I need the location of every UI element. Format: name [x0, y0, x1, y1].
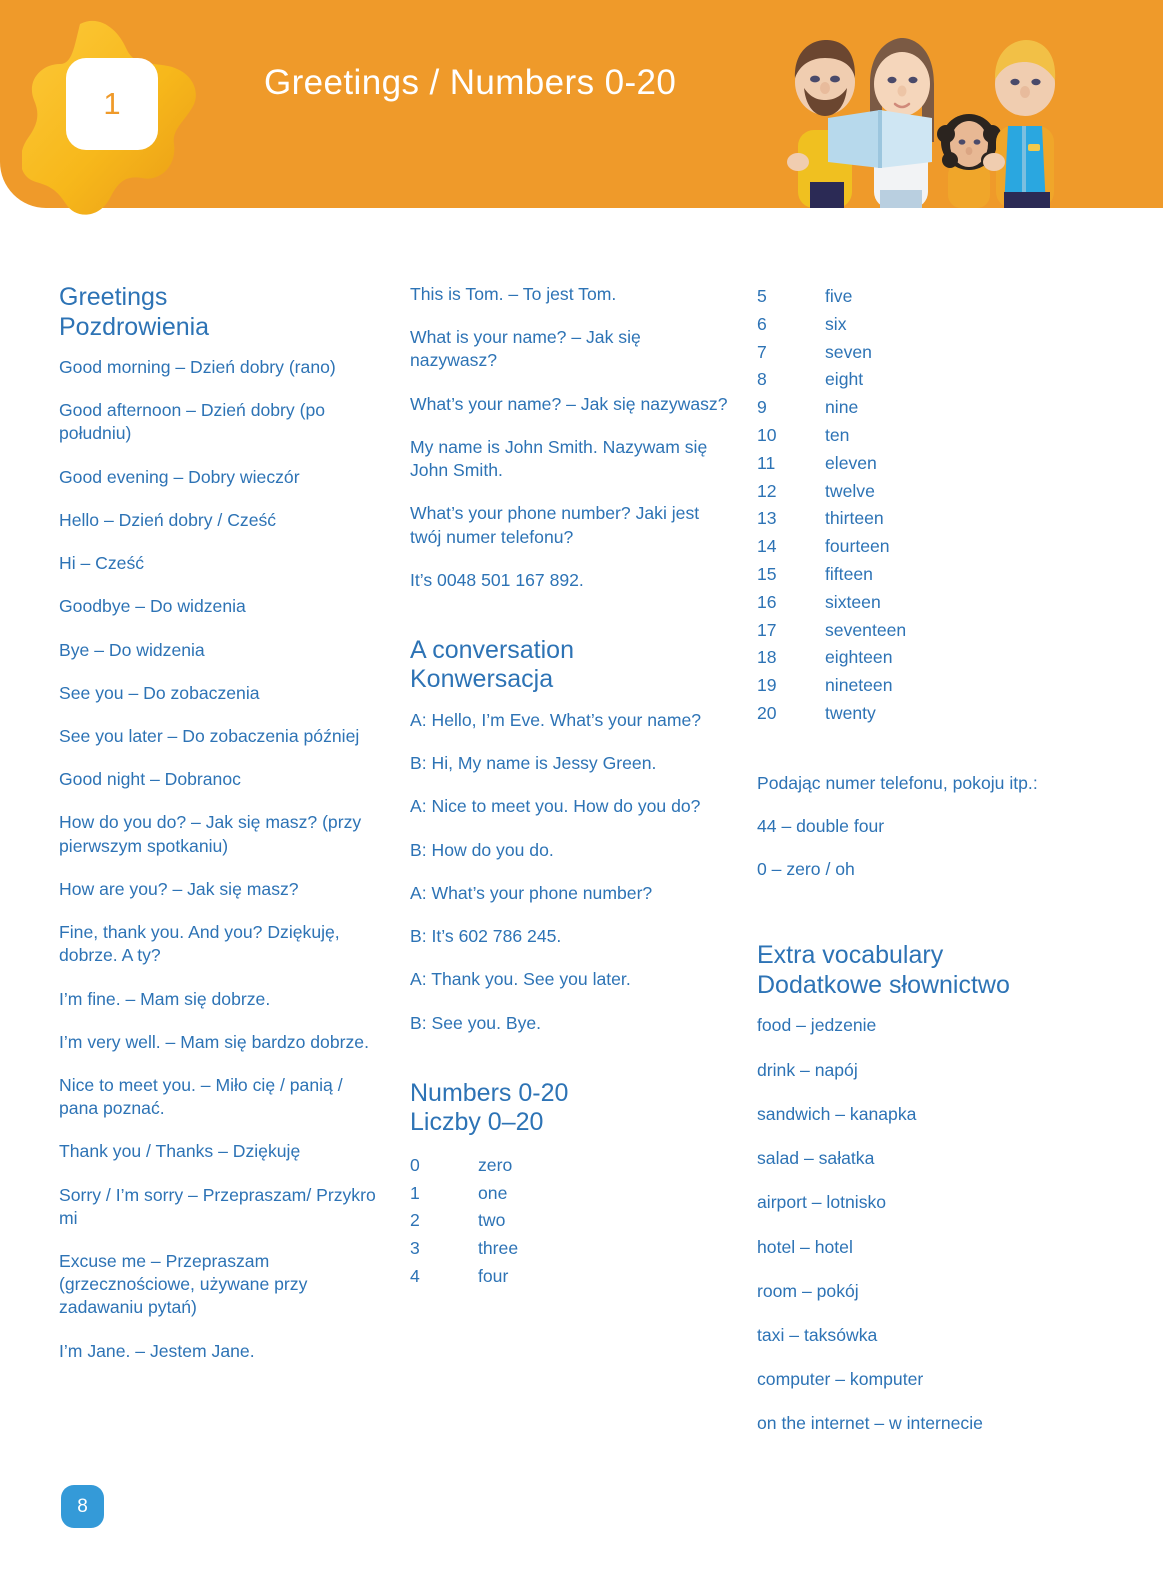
- unit-number: 1: [103, 86, 121, 121]
- page-header: [0, 0, 1163, 208]
- table-row: [757, 311, 1087, 339]
- number-digit: 3: [410, 1238, 420, 1259]
- column-phrases-conversation-numbers: [410, 283, 730, 1291]
- number-word: nine: [825, 397, 859, 418]
- list-item: A: What’s your phone number?: [410, 882, 653, 903]
- number-word: nineteen: [825, 675, 893, 696]
- list-item: Hi – Cześć: [59, 553, 145, 574]
- spacer: [757, 728, 1087, 772]
- number-digit: 19: [757, 675, 777, 696]
- list-item: What is your name? – Jak się nazywasz?: [410, 327, 641, 371]
- section-title-pl: Liczby 0–20: [410, 1108, 544, 1137]
- table-row: [757, 339, 1087, 367]
- number-digit: 14: [757, 536, 777, 557]
- table-row: [410, 1235, 730, 1263]
- number-digit: 6: [757, 313, 767, 334]
- phrases-entry-list: [410, 283, 730, 592]
- table-row: [410, 1207, 730, 1235]
- table-row: [757, 283, 1087, 311]
- vocabulary-list: [757, 1014, 1087, 1435]
- list-item: sandwich – kanapka: [757, 1103, 917, 1124]
- list-item: B: It’s 602 786 245.: [410, 926, 562, 947]
- number-word: twenty: [825, 702, 876, 723]
- numbers-list-5-20: [757, 283, 1087, 728]
- conversation-line-list: [410, 709, 730, 1035]
- number-word: one: [478, 1182, 508, 1203]
- number-word: eleven: [825, 452, 877, 473]
- number-digit: 11: [757, 452, 776, 473]
- list-item: My name is John Smith. Nazywam się John Smith.: [410, 436, 708, 481]
- list-item: food – jedzenie: [757, 1015, 877, 1036]
- list-item: taxi – taksówka: [757, 1324, 878, 1345]
- section-title-en: Extra vocabulary: [757, 941, 944, 970]
- number-word: two: [478, 1210, 506, 1231]
- section-title-pl: Dodatkowe słownictwo: [757, 970, 1010, 999]
- table-row: [757, 644, 1087, 672]
- spacer: [410, 1035, 730, 1079]
- number-word: twelve: [825, 480, 875, 501]
- number-digit: 4: [410, 1265, 420, 1286]
- section-title-pl: Konwersacja: [410, 665, 554, 694]
- number-word: sixteen: [825, 591, 881, 612]
- column-greetings: [59, 283, 379, 1363]
- number-digit: 13: [757, 508, 777, 529]
- column-numbers-vocabulary: [757, 283, 1087, 1436]
- section-heading-greetings: [59, 283, 379, 342]
- list-item: Fine, thank you. And you? Dziękuję, dobrze. A ty?: [59, 922, 340, 966]
- list-item: I’m fine. – Mam się dobrze.: [59, 988, 271, 1009]
- list-item: on the internet – w internecie: [757, 1413, 983, 1434]
- number-word: five: [825, 286, 853, 306]
- spacer: [757, 901, 1087, 931]
- number-digit: 10: [757, 424, 777, 445]
- list-item: A: Thank you. See you later.: [410, 969, 631, 990]
- number-digit: 9: [757, 397, 767, 418]
- list-item: Thank you / Thanks – Dziękuję: [59, 1141, 301, 1162]
- phone-number-notes: [757, 772, 1087, 882]
- list-item: room – pokój: [757, 1280, 859, 1301]
- list-item: B: How do you do.: [410, 839, 554, 860]
- number-word: six: [825, 313, 847, 334]
- list-item: See you later – Do zobaczenia później: [59, 725, 360, 746]
- number-digit: 2: [410, 1210, 420, 1231]
- number-digit: 12: [757, 480, 777, 501]
- table-row: [757, 533, 1087, 561]
- list-item: See you – Do zobaczenia: [59, 682, 260, 703]
- list-item: This is Tom. – To jest Tom.: [410, 284, 617, 304]
- list-item: hotel – hotel: [757, 1236, 853, 1257]
- number-word: fourteen: [825, 536, 890, 557]
- list-item: It’s 0048 501 167 892.: [410, 569, 584, 590]
- family-reading-book-illustration: [770, 22, 1070, 208]
- number-word: seventeen: [825, 619, 907, 640]
- list-item: What’s your name? – Jak się nazywasz?: [410, 393, 728, 414]
- spacer: [410, 592, 730, 636]
- list-item: 44 – double four: [757, 815, 885, 836]
- list-item: salad – sałatka: [757, 1148, 875, 1169]
- number-digit: 5: [757, 286, 767, 306]
- list-item: Good afternoon – Dzień dobry (po południu): [59, 400, 326, 444]
- number-digit: 0: [410, 1154, 420, 1175]
- number-digit: 16: [757, 591, 777, 612]
- section-heading-numbers: [410, 1079, 730, 1138]
- list-item: airport – lotnisko: [757, 1192, 887, 1213]
- table-row: [757, 366, 1087, 394]
- number-word: eighteen: [825, 647, 893, 668]
- number-digit: 15: [757, 563, 777, 584]
- list-item: B: See you. Bye.: [410, 1012, 542, 1033]
- number-word: zero: [478, 1154, 513, 1175]
- number-digit: 17: [757, 619, 777, 640]
- list-item: How do you do? – Jak się masz? (przy pierwszym spotkaniu): [59, 812, 362, 856]
- list-item: Sorry / I’m sorry – Przepraszam/ Przykro mi: [59, 1184, 376, 1228]
- section-title-pl: Pozdrowienia: [59, 312, 210, 341]
- table-row: [757, 672, 1087, 700]
- list-item: What’s your phone number? Jaki jest twój numer telefonu?: [410, 503, 700, 547]
- number-word: eight: [825, 369, 864, 390]
- list-item: Podając numer telefonu, pokoju itp.:: [757, 772, 1038, 793]
- table-row: [757, 450, 1087, 478]
- number-digit: 7: [757, 341, 767, 362]
- list-item: Hello – Dzień dobry / Cześć: [59, 509, 277, 530]
- number-word: ten: [825, 424, 850, 445]
- table-row: [757, 478, 1087, 506]
- section-title-en: Greetings: [59, 283, 168, 311]
- table-row: [757, 700, 1087, 728]
- number-word: seven: [825, 341, 872, 362]
- section-heading-conversation: [410, 636, 730, 695]
- list-item: Good evening – Dobry wieczór: [59, 466, 300, 487]
- table-row: [757, 561, 1087, 589]
- list-item: Nice to meet you. – Miło cię / panią / pana poznać.: [59, 1074, 343, 1119]
- numbers-list-0-4: [410, 1152, 730, 1291]
- number-digit: 8: [757, 369, 767, 390]
- number-word: three: [478, 1238, 519, 1259]
- list-item: A: Nice to meet you. How do you do?: [410, 796, 701, 817]
- list-item: A: Hello, I’m Eve. What’s your name?: [410, 709, 702, 730]
- section-heading-extra-vocabulary: [757, 941, 1087, 1000]
- greetings-entry-list: [59, 356, 379, 1363]
- number-word: four: [478, 1265, 509, 1286]
- list-item: Good morning – Dzień dobry (rano): [59, 357, 336, 377]
- list-item: Good night – Dobranoc: [59, 769, 241, 790]
- section-title-en: A conversation: [410, 635, 574, 664]
- number-word: thirteen: [825, 508, 884, 529]
- list-item: B: Hi, My name is Jessy Green.: [410, 753, 657, 774]
- list-item: computer – komputer: [757, 1369, 924, 1390]
- list-item: Goodbye – Do widzenia: [59, 596, 246, 617]
- table-row: [410, 1180, 730, 1208]
- table-row: [410, 1152, 730, 1180]
- list-item: drink – napój: [757, 1059, 858, 1080]
- list-item: Excuse me – Przepraszam (grzecznościowe, używane przy zadawaniu pytań): [59, 1251, 308, 1318]
- number-word: fifteen: [825, 563, 873, 584]
- table-row: [757, 505, 1087, 533]
- list-item: Bye – Do widzenia: [59, 639, 205, 660]
- section-title-en: Numbers 0-20: [410, 1078, 569, 1107]
- number-digit: 18: [757, 647, 777, 668]
- number-digit: 1: [410, 1182, 420, 1203]
- number-digit: 20: [757, 702, 777, 723]
- page-number-badge: 8: [61, 1485, 104, 1528]
- list-item: I’m very well. – Mam się bardzo dobrze.: [59, 1031, 369, 1052]
- list-item: I’m Jane. – Jestem Jane.: [59, 1340, 255, 1361]
- table-row: [757, 617, 1087, 645]
- list-item: 0 – zero / oh: [757, 859, 855, 880]
- table-row: [757, 422, 1087, 450]
- page-title: Greetings / Numbers 0-20: [264, 63, 677, 102]
- table-row: [410, 1263, 730, 1291]
- table-row: [757, 589, 1087, 617]
- table-row: [757, 394, 1087, 422]
- list-item: How are you? – Jak się masz?: [59, 878, 299, 899]
